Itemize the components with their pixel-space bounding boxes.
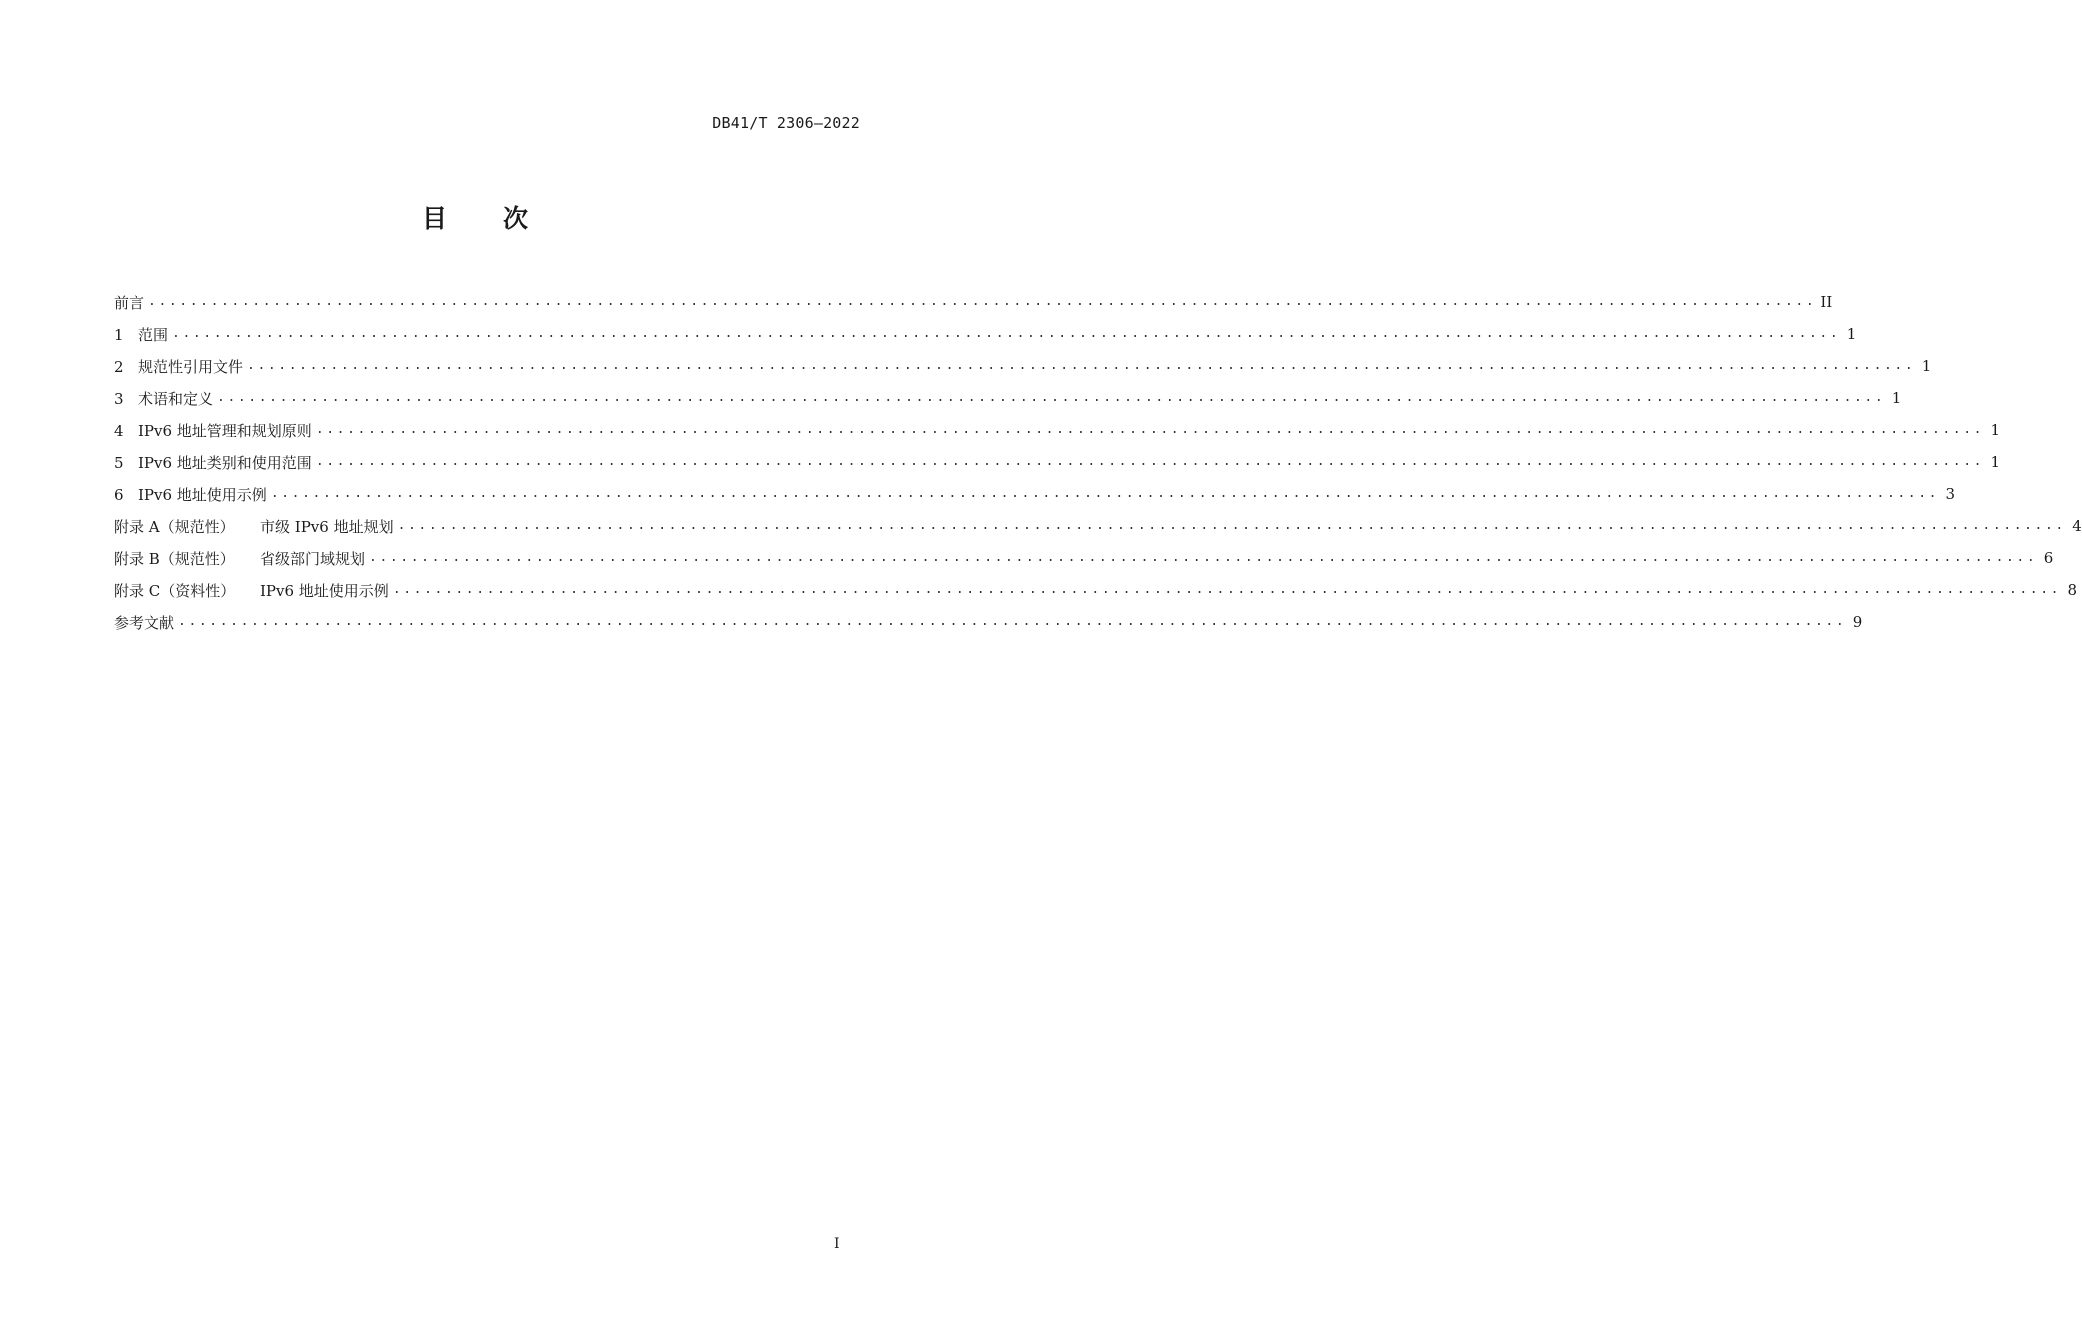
toc-entry-page-number: 1 — [1990, 421, 2001, 439]
toc-title-first: 目 — [421, 204, 447, 233]
toc-entry-label — [114, 580, 389, 601]
toc-dot-leader: ................................................................................................................................................................ — [270, 486, 1940, 501]
toc-dot-leader: ................................................................................................................................................................ — [315, 454, 1985, 469]
toc-entry-text: 规范性引用文件 — [138, 357, 244, 376]
page-folio: I — [834, 1236, 840, 1252]
toc-dot-leader: ................................................................................................................................................................ — [247, 358, 1916, 373]
toc-entry-number: 6 — [114, 485, 124, 504]
toc-dot-leader: ................................................................................................................................................................ — [392, 582, 2062, 597]
toc-entry-label — [114, 324, 168, 345]
toc-entry-page-number: 1 — [1921, 357, 1932, 375]
toc-entry-number: 3 — [114, 389, 124, 408]
toc-dot-leader: ................................................................................................................................................................ — [172, 326, 1841, 341]
toc-entry[interactable] — [114, 446, 2001, 478]
toc-entry[interactable] — [114, 542, 2054, 574]
toc-dot-leader: ................................................................................................................................................................ — [178, 614, 1847, 629]
toc-entry-page-number: 6 — [2043, 549, 2054, 567]
toc-entry-appendix-tag: 附录 A（规范性） — [114, 517, 235, 536]
toc-entry-label — [114, 612, 174, 633]
toc-entry-number: 4 — [114, 421, 124, 440]
toc-dot-leader: ................................................................................................................................................................ — [217, 390, 1886, 405]
toc-entry-text: 术语和定义 — [138, 389, 214, 408]
toc-entry-label — [114, 420, 312, 441]
toc-entry-label — [114, 452, 312, 473]
toc-entry-page-number: 1 — [1846, 325, 1857, 343]
toc-entry-text: 省级部门域规划 — [260, 549, 366, 568]
toc-entry[interactable] — [114, 574, 2078, 606]
toc-entry-label — [114, 548, 365, 569]
toc-entry-page-number: 4 — [2072, 517, 2082, 535]
toc-entry-appendix-tag: 附录 C（资料性） — [114, 581, 236, 600]
toc-entry-text: 范围 — [138, 325, 169, 344]
toc-entry-text: IPv6 地址管理和规划原则 — [138, 421, 312, 440]
toc-entry-text: 前言 — [114, 293, 145, 312]
toc-entry[interactable] — [114, 318, 1857, 350]
toc-dot-leader: ................................................................................................................................................................ — [397, 518, 2066, 533]
toc-entry-label — [114, 484, 267, 505]
toc-entry[interactable] — [114, 286, 1833, 318]
toc-entry-page-number: 9 — [1852, 613, 1863, 631]
toc-entry[interactable] — [114, 478, 1956, 510]
doc-code: DB41/T 2306—2022 — [712, 114, 860, 132]
toc-entry-page-number: 1 — [1990, 453, 2001, 471]
toc-dot-leader: ................................................................................................................................................................ — [315, 422, 1985, 437]
toc-entry[interactable] — [114, 350, 1932, 382]
toc-entry-page-number: II — [1820, 293, 1833, 311]
toc-entry-number: 5 — [114, 453, 124, 472]
toc-entry[interactable] — [114, 414, 2001, 446]
toc-entry-label — [114, 356, 243, 377]
toc-entry-text: IPv6 地址使用示例 — [138, 485, 267, 504]
toc-title — [0, 199, 950, 235]
toc-list — [114, 286, 2082, 638]
toc-title-second: 次 — [503, 204, 529, 233]
toc-entry-text: 市级 IPv6 地址规划 — [260, 517, 394, 536]
toc-entry-label — [114, 516, 394, 537]
toc-entry-label — [114, 292, 144, 313]
toc-entry-text: 参考文献 — [114, 613, 175, 632]
toc-entry[interactable] — [114, 606, 1863, 638]
toc-entry-appendix-tag: 附录 B（规范性） — [114, 549, 235, 568]
toc-entry-page-number: 8 — [2067, 581, 2078, 599]
toc-entry[interactable] — [114, 382, 1902, 414]
toc-dot-leader: ................................................................................................................................................................ — [369, 550, 2038, 565]
toc-entry-text: IPv6 地址类别和使用范围 — [138, 453, 312, 472]
toc-entry-number: 2 — [114, 357, 124, 376]
toc-entry-page-number: 3 — [1945, 485, 1956, 503]
toc-entry-number: 1 — [114, 325, 124, 344]
toc-dot-leader: ................................................................................................................................................................ — [148, 294, 1817, 309]
toc-entry-label — [114, 388, 213, 409]
toc-entry-page-number: 1 — [1891, 389, 1902, 407]
toc-entry-text: IPv6 地址使用示例 — [260, 581, 389, 600]
toc-entry[interactable] — [114, 510, 2082, 542]
